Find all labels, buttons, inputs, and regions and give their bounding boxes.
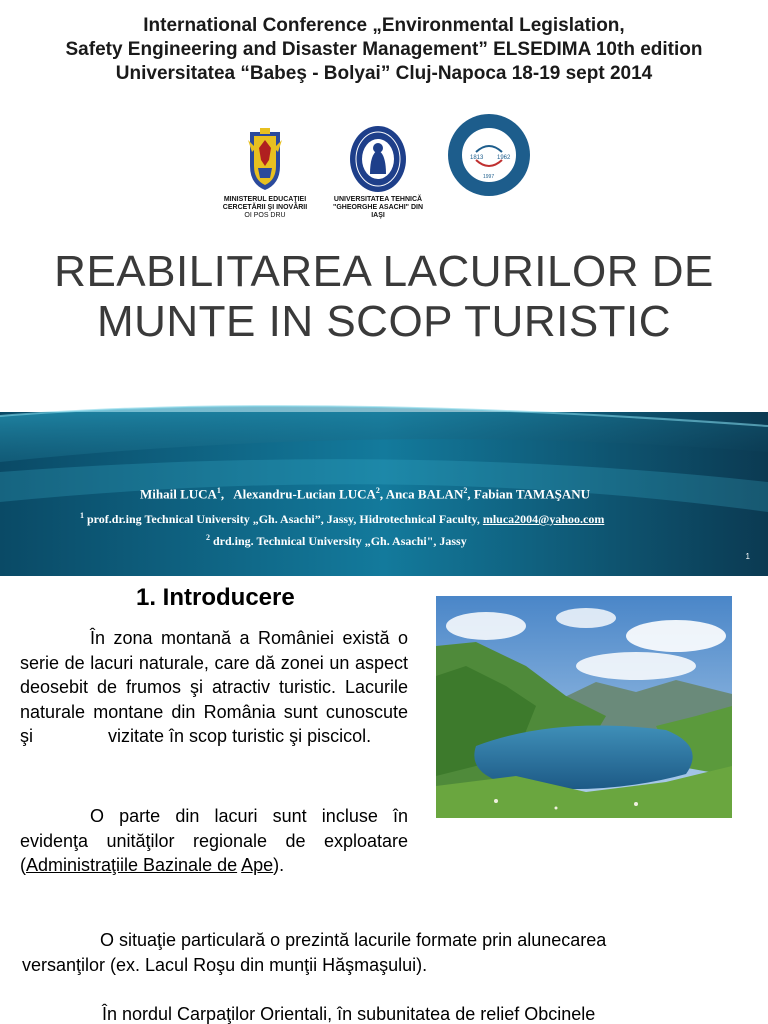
p2-l2-a: evidenţa	[20, 830, 89, 851]
p1-l6: vizitate în scop turistic şi piscicol.	[108, 726, 372, 746]
p1-l1-c: a României	[239, 628, 335, 648]
university-caption	[320, 196, 436, 220]
author-3-sup: 2	[463, 486, 468, 495]
university-caption-line-1: UNIVERSITATEA TEHNICĂ	[333, 196, 423, 203]
slide-title-line-2: MUNTE IN SCOP TURISTIC	[96, 297, 672, 346]
introduction-slide	[0, 576, 768, 1024]
ministry-caption-line-2: CERCETĂRII ŞI INOVĂRII	[222, 204, 308, 211]
intro-paragraph-1	[20, 626, 408, 749]
p1-l5: montane din România sunt cunoscute şi	[20, 701, 408, 746]
author-1-sup: 1	[216, 486, 221, 495]
conference-line-2: Safety Engineering and Disaster Management” ELSEDIMA 10th edition	[65, 39, 703, 60]
seal-year-bottom: 1997	[483, 174, 495, 180]
author-2: Alexandru-Lucian LUCA	[233, 486, 376, 502]
author-email-link[interactable]: mluca2004@yahoo.com	[482, 512, 605, 526]
affiliation-2-sup: 2	[206, 533, 210, 542]
p1-l2-a: există	[342, 628, 390, 648]
ministry-caption	[210, 196, 320, 220]
conference-line-3: Universitatea “Babeş - Bolyai” Cluj-Napoca 18-19 sept 2014	[115, 63, 653, 84]
slide-number: 1	[745, 552, 750, 561]
affiliation-2	[206, 533, 467, 549]
conference-line-1: International Conference „Environmental Legislation,	[143, 15, 625, 36]
author-3: Anca BALAN	[385, 486, 464, 502]
romania-coat-of-arms-logo	[240, 126, 290, 192]
ministry-caption-line-3: OI POS DRU	[244, 212, 286, 219]
p1-l4: atractiv turistic. Lacurile naturale	[20, 677, 409, 722]
seal-year-left: 1813	[470, 155, 484, 161]
slide-title-line-1: REABILITAREA LACURILOR DE	[54, 247, 714, 296]
p2-l2-c: regionale de	[192, 830, 306, 851]
affiliation-1-sup: 1	[80, 511, 84, 520]
intro-paragraph-4-line-1: În nordul Carpaţilor Orientali, în subunitatea de relief Obcinele	[102, 1004, 596, 1024]
p2-l3-b-underlined: Administraţiile Bazinale de	[26, 855, 238, 875]
ministry-caption-line-1: MINISTERUL EDUCAŢIEI	[223, 196, 307, 203]
authors-line: Mihail LUCA$^1$, Alexandru-Lucian LUCA$^2$, Anca BALAN$^2$, Fabian TAMAŞANU	[140, 486, 591, 502]
intro-paragraph-3-line-1: O situaţie particulară o prezintă lacurile formate prin alunecarea	[100, 930, 607, 950]
intro-paragraph-3-line-2: versanţilor (ex. Lacul Roşu din munţii Hăşmaşului).	[22, 955, 428, 975]
affiliation-1-text: prof.dr.ing Technical University „Gh. Asachi”, Jassy, Hidrotechnical Faculty,	[87, 512, 480, 526]
intro-paragraph-2	[20, 804, 408, 878]
p1-l1-b: montană	[160, 628, 232, 648]
p1-l2-c: dă	[255, 652, 276, 673]
section-heading: 1. Introducere	[136, 584, 295, 611]
author-2-sup: 2	[375, 486, 380, 495]
university-caption-line-2: "GHEORGHE ASACHI" DIN	[333, 204, 423, 211]
p2-l4-a-underlined: Ape	[241, 855, 274, 875]
p1-l2-b: o serie de lacuri naturale, care	[20, 628, 409, 673]
author-4: Fabian TAMAŞANU	[473, 486, 591, 502]
seal-year-right: 1962	[497, 155, 511, 161]
p2-l2-b: unităţilor	[106, 830, 175, 851]
affiliation-1	[80, 511, 604, 527]
p2-l4-b: ).	[273, 855, 285, 875]
p2-l3-a: exploatare (	[20, 830, 408, 875]
mountain-lake-photo	[436, 596, 732, 818]
p1-l3: zonei un aspect deosebit de frumos şi	[20, 652, 408, 697]
p2-l1: O parte din lacuri sunt incluse în	[90, 806, 408, 826]
author-1: Mihail LUCA	[140, 486, 217, 502]
affiliation-2-text: drd.ing. Technical University „Gh. Asachi", Jassy	[213, 534, 467, 548]
university-logo	[348, 124, 408, 194]
university-caption-line-3: IAŞI	[371, 212, 385, 219]
p1-l1-a: În zona	[90, 628, 153, 648]
faculty-seal-logo	[446, 112, 532, 198]
